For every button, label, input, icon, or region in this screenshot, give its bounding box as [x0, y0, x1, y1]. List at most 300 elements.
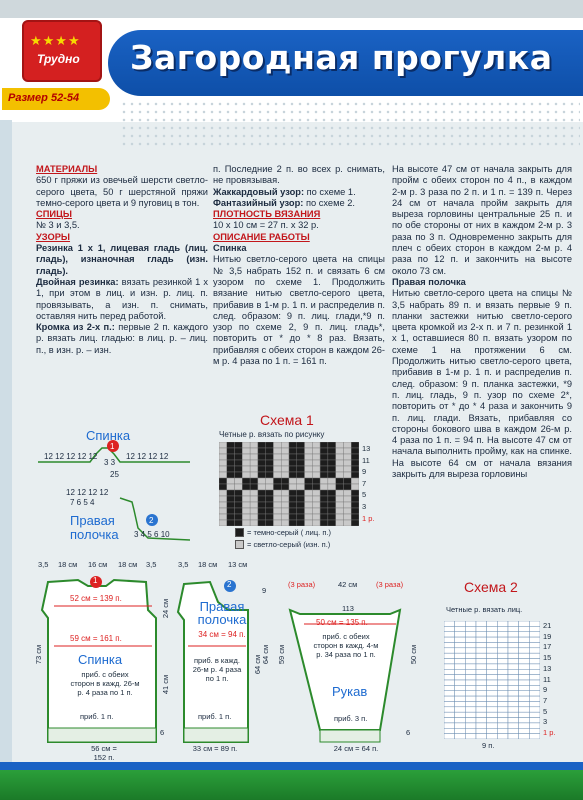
- scheme-1-cell: [351, 448, 359, 454]
- scheme-2-cell: [455, 701, 466, 706]
- scheme-2-cell: [508, 626, 519, 631]
- scheme-1-cell: [336, 442, 344, 448]
- scheme-2-cell: [444, 669, 455, 674]
- scheme-2-cell: [487, 626, 498, 631]
- scheme-2-cell: [519, 723, 530, 728]
- scheme-1-cell: [219, 442, 227, 448]
- scheme-1-cell: [289, 514, 297, 520]
- col1-text: МАТЕРИАЛЫ: [36, 164, 98, 174]
- scheme-1-cell: [235, 490, 243, 496]
- col2-lead: Фантазийный узор:: [213, 197, 304, 208]
- scheme-1-cell: [289, 478, 297, 484]
- scheme-2-cell: [519, 626, 530, 631]
- front-top-dim-3: 13 см: [228, 560, 248, 569]
- col1-paragraph: [36, 277, 208, 322]
- scheme-2-cell: [519, 664, 530, 669]
- sleeve-top-right: (3 раза): [376, 580, 404, 589]
- scheme-1-cell: [227, 454, 235, 460]
- scheme-2-cell: [444, 626, 455, 631]
- scheme-1-cell: [273, 460, 281, 466]
- scheme-1-cell: [297, 496, 305, 502]
- scheme-1-cell: [227, 448, 235, 454]
- col1-text: Резинка 1 х 1, лицевая гладь (лиц. гладь), изнаночная гладь (изн. гладь).: [36, 243, 208, 276]
- back-height-rib: 6: [160, 728, 165, 737]
- scheme-1-row-labels: [362, 443, 375, 524]
- scheme-1-title: Схема 1: [260, 412, 314, 428]
- scheme-1-cell: [328, 496, 336, 502]
- scheme-2-cell: [444, 723, 455, 728]
- sleeve-height: 59 см: [277, 644, 287, 665]
- scheme-1-cell: [219, 454, 227, 460]
- scheme-1-cell: [219, 502, 227, 508]
- scheme-2-cell: [508, 664, 519, 669]
- scheme-2-cell: [476, 669, 487, 674]
- neckline-back-sub: 3 3: [104, 458, 116, 467]
- scheme-1-cell: [312, 478, 320, 484]
- scheme-1-cell: [281, 472, 289, 478]
- text-column-1: [36, 164, 208, 356]
- scheme-2-cell: [465, 626, 476, 631]
- scheme-2-cell: [465, 723, 476, 728]
- scheme-1-cell: [328, 466, 336, 472]
- scheme-1-cell: [273, 484, 281, 490]
- col2-paragraph: [213, 243, 385, 254]
- scheme-2-cell: [529, 648, 540, 653]
- footer-bar: [0, 770, 583, 800]
- scheme-1-cell: [343, 454, 351, 460]
- scheme-2: [432, 575, 572, 755]
- scheme-2-row-label: 3: [543, 717, 548, 727]
- scheme-1-cell: [328, 502, 336, 508]
- scheme-2-cell: [508, 653, 519, 658]
- scheme-1-cell: [343, 466, 351, 472]
- scheme-1-cell: [235, 478, 243, 484]
- scheme-2-cell: [529, 632, 540, 637]
- scheme-1-cell: [351, 520, 359, 526]
- scheme-1-cell: [235, 454, 243, 460]
- scheme-2-cell: [465, 675, 476, 680]
- scheme-1-cell: [297, 490, 305, 496]
- legend-light: = светло-серый (изн. п.): [247, 540, 331, 549]
- scheme-2-row-label: 1 р.: [543, 728, 556, 738]
- scheme-2-cell: [508, 707, 519, 712]
- scheme-2-cell: [497, 637, 508, 642]
- scheme-1-cell: [219, 478, 227, 484]
- scheme-1-cell: [281, 502, 289, 508]
- scheme-1-cell: [312, 448, 320, 454]
- scheme-2-row-label: 5: [543, 706, 548, 716]
- scheme-1-cell: [336, 466, 344, 472]
- scheme-1-cell: [351, 490, 359, 496]
- col3-paragraph: [392, 164, 572, 277]
- scheme-1-cell: [235, 472, 243, 478]
- scheme-2-cell: [476, 712, 487, 717]
- scheme-2-cell: [444, 701, 455, 706]
- scheme-1-cell: [336, 508, 344, 514]
- scheme-1-cell: [219, 466, 227, 472]
- scheme-2-cell: [487, 669, 498, 674]
- scheme-1-cell: [273, 514, 281, 520]
- scheme-1-cell: [219, 496, 227, 502]
- col3-paragraph: [392, 288, 572, 480]
- scheme-1-cell: [266, 520, 274, 526]
- scheme-1-cell: [320, 514, 328, 520]
- scheme-1-cell: [305, 484, 313, 490]
- back-bottom-width: 56 см = 152 п.: [91, 744, 117, 762]
- scheme-1-cell: [289, 502, 297, 508]
- scheme-1-cell: [289, 490, 297, 496]
- scheme-1-cell: [320, 490, 328, 496]
- scheme-1-cell: [281, 490, 289, 496]
- scheme-2-cell: [465, 685, 476, 690]
- scheme-1-cell: [266, 448, 274, 454]
- scheme-2-cell: [497, 659, 508, 664]
- scheme-1-cell: [351, 502, 359, 508]
- back-height-total: 73 см: [34, 644, 44, 665]
- scheme-2-cell: [487, 734, 498, 739]
- scheme-1-cell: [250, 490, 258, 496]
- scheme-1-cell: [320, 508, 328, 514]
- scheme-2-cell: [465, 691, 476, 696]
- scheme-1-cell: [289, 466, 297, 472]
- scheme-1-cell: [312, 472, 320, 478]
- col1-paragraph: [36, 220, 208, 231]
- scheme-2-cell: [529, 734, 540, 739]
- scheme-1-row-label: 9: [362, 467, 367, 477]
- scheme-2-row-labels: [543, 621, 556, 739]
- col1-text: УЗОРЫ: [36, 231, 71, 242]
- col1-paragraph: [36, 322, 208, 356]
- scheme-1-cell: [250, 496, 258, 502]
- scheme-1-cell: [336, 478, 344, 484]
- scheme-1-cell: [336, 460, 344, 466]
- scheme-1-cell: [351, 478, 359, 484]
- scheme-2-grid: [444, 621, 540, 739]
- scheme-2-cell: [508, 648, 519, 653]
- scheme-1-cell: [320, 472, 328, 478]
- scheme-2-cell: [529, 723, 540, 728]
- col1-lead: Двойная резинка:: [36, 276, 119, 287]
- scheme-1-cell: [343, 472, 351, 478]
- front-top-dim-2: 18 см: [198, 560, 218, 569]
- col3-text: На высоте 47 см от начала закрыть для пройм с обеих сторон по 4 п., в каждом 2-м р. 3 раза по 2 п. и 1 п. = 139 п. Через 24 см от начала пройм закрыть для выреза горловины центральные 25 п. и по обе стороны от них в каждом 2-м р. 3 раза по 3 п. Одновременно закрыть для плеч с обеих сторон в каждом 2-м р. 4 раза по 12 п. и закончить на высоте около 73 см.: [392, 164, 572, 276]
- scheme-1-cell: [343, 496, 351, 502]
- scheme-2-cell: [529, 621, 540, 626]
- scheme-1-cell: [235, 460, 243, 466]
- scheme-2-cell: [487, 659, 498, 664]
- scheme-2-cell: [465, 734, 476, 739]
- scheme-2-cell: [455, 723, 466, 728]
- scheme-1-cell: [273, 442, 281, 448]
- scheme-1-cell: [235, 502, 243, 508]
- scheme-1-cell: [336, 520, 344, 526]
- scheme-1-cell: [281, 478, 289, 484]
- scheme-1-cell: [242, 514, 250, 520]
- sleeve-add-three: приб. 3 п.: [334, 714, 368, 723]
- scheme-1-cell: [273, 490, 281, 496]
- scheme-2-cell: [497, 691, 508, 696]
- scheme-2-cell: [497, 728, 508, 733]
- scheme-1-cell: [273, 466, 281, 472]
- scheme-2-cell: [497, 680, 508, 685]
- difficulty-stars: ★★★★: [30, 33, 81, 48]
- sleeve-bottom-width: 24 см = 64 п.: [333, 744, 379, 753]
- scheme-1-cell: [336, 514, 344, 520]
- scheme-2-cell: [455, 680, 466, 685]
- col1-paragraph: [36, 243, 208, 277]
- scheme-1-cell: [305, 466, 313, 472]
- col2-text: ОПИСАНИЕ РАБОТЫ: [213, 231, 310, 242]
- scheme-1-cell: [219, 472, 227, 478]
- scheme-2-cell: [444, 675, 455, 680]
- front-bottom-width: 33 см = 89 п.: [192, 744, 238, 753]
- scheme-2-cell: [476, 648, 487, 653]
- scheme-2-cell: [444, 685, 455, 690]
- page-title: Загородная прогулка: [130, 38, 553, 77]
- scheme-2-cell: [497, 696, 508, 701]
- scheme-1-cell: [266, 496, 274, 502]
- scheme-1-cell: [281, 442, 289, 448]
- scheme-2-cell: [455, 734, 466, 739]
- scheme-2-cell: [465, 659, 476, 664]
- scheme-2-cell: [497, 675, 508, 680]
- col1-text: СПИЦЫ: [36, 209, 72, 220]
- scheme-2-cell: [487, 632, 498, 637]
- scheme-1-cell: [242, 508, 250, 514]
- scheme-2-cell: [529, 680, 540, 685]
- scheme-2-cell: [519, 696, 530, 701]
- back-top-dim-4: 18 см: [118, 560, 138, 569]
- col3-text: Нитью светло-серого цвета на спицы № 3,5 набрать 89 п. и вязать первые 9 п. планки застежки нитью светло-серого цвета кромкой из 2-х п. и 7 п. резинкой 1 х 1, оставшиеся 80 п. вязать узором по схеме 1 на протяжении 6 см. Продолжить нитью светло-серого цвета, прибавив в 1-м р. 1 п. и распределив п. след. образом: 9 п. планка застежки, *9 п. лиц. гладь, 9 п. узор по схеме 2*, повторить от * до * 4 раза и закончить 9 п. лиц. глади. Вязать, прибавляя со стороны бокового шва в каждом 26-м р. 4 раза по 1 п. = 94 п. На высоте 47 см от начала выполнить пройму, как на спинке. На высоте 64 см от начала вязания закрыть для выреза горловины: [392, 288, 572, 480]
- size-tag: Размер 52-54: [2, 88, 110, 110]
- scheme-1-cell: [328, 508, 336, 514]
- scheme-1-cell: [227, 442, 235, 448]
- scheme-2-cell: [497, 712, 508, 717]
- scheme-1-cell: [273, 520, 281, 526]
- scheme-2-cell: [508, 701, 519, 706]
- scheme-1-cell: [258, 478, 266, 484]
- scheme-2-cell: [487, 637, 498, 642]
- scheme-2-cell: [519, 621, 530, 626]
- scheme-1-cell: [219, 514, 227, 520]
- scheme-1-cell: [312, 508, 320, 514]
- scheme-1-cell: [320, 460, 328, 466]
- scheme-1-cell: [305, 472, 313, 478]
- scheme-2-cell: [465, 718, 476, 723]
- scheme-1-cell: [312, 460, 320, 466]
- scheme-2-cell: [497, 632, 508, 637]
- scheme-2-cell: [455, 648, 466, 653]
- scheme-1-cell: [297, 502, 305, 508]
- scheme-2-cell: [455, 696, 466, 701]
- scheme-1-cell: [336, 454, 344, 460]
- scheme-1-cell: [250, 448, 258, 454]
- scheme-2-cell: [444, 648, 455, 653]
- scheme-1-cell: [273, 478, 281, 484]
- scheme-2-cell: [476, 685, 487, 690]
- scheme-2-cell: [455, 669, 466, 674]
- scheme-1-cell: [242, 466, 250, 472]
- scheme-1-cell: [305, 514, 313, 520]
- col2-paragraph: [213, 220, 385, 231]
- scheme-1-cell: [250, 520, 258, 526]
- scheme-2-cell: [497, 723, 508, 728]
- scheme-1-cell: [266, 442, 274, 448]
- scheme-1-cell: [250, 460, 258, 466]
- scheme-1-cell: [305, 502, 313, 508]
- scheme-1-cell: [250, 466, 258, 472]
- scheme-2-cell: [465, 632, 476, 637]
- scheme-2-cell: [465, 621, 476, 626]
- scheme-2-cell: [508, 696, 519, 701]
- scheme-1-cell: [242, 442, 250, 448]
- back-note: приб. с обеих сторон в кажд. 26-м р. 4 раза по 1 п.: [70, 670, 140, 697]
- scheme-1-cell: [258, 502, 266, 508]
- scheme-2-cell: [487, 701, 498, 706]
- scheme-2-cell: [529, 675, 540, 680]
- scheme-2-note: Четные р. вязать лиц.: [446, 605, 523, 614]
- scheme-1-cell: [297, 448, 305, 454]
- scheme-2-cell: [497, 642, 508, 647]
- scheme-2-cell: [519, 637, 530, 642]
- scheme-2-cell: [519, 680, 530, 685]
- scheme-2-cell: [455, 621, 466, 626]
- scheme-1-cell: [320, 478, 328, 484]
- col2-text: ПЛОТНОСТЬ ВЯЗАНИЯ: [213, 209, 321, 220]
- scheme-1-cell: [242, 502, 250, 508]
- scheme-2-cell: [508, 691, 519, 696]
- footer-stripe: [0, 762, 583, 770]
- scheme-2-cell: [508, 734, 519, 739]
- scheme-2-cell: [444, 621, 455, 626]
- scheme-1-cell: [343, 502, 351, 508]
- scheme-1-cell: [297, 466, 305, 472]
- scheme-1-cell: [328, 514, 336, 520]
- scheme-2-cell: [519, 642, 530, 647]
- scheme-2-cell: [455, 728, 466, 733]
- scheme-2-row-label: 19: [543, 631, 552, 641]
- sleeve-width-mid: 50 см = 135 п.: [316, 618, 368, 627]
- scheme-2-cell: [508, 723, 519, 728]
- scheme-2-cell: [476, 626, 487, 631]
- scheme-2-cell: [455, 707, 466, 712]
- scheme-1-cell: [289, 472, 297, 478]
- scheme-1-cell: [250, 502, 258, 508]
- scheme-1-cell: [258, 496, 266, 502]
- col1-text: 650 г пряжи из овечьей шерсти светло-серого цвета, 50 г шерстяной пряжи темно-серого цвета и 9 пуговиц в тон.: [36, 175, 208, 208]
- col2-text: по схеме 2.: [303, 197, 355, 208]
- scheme-1-cell: [289, 454, 297, 460]
- scheme-1-cell: [328, 448, 336, 454]
- scheme-2-cell: [455, 664, 466, 669]
- scheme-2-title: Схема 2: [464, 579, 518, 595]
- scheme-1-cell: [297, 520, 305, 526]
- scheme-2-cell: [487, 718, 498, 723]
- scheme-2-cell: [455, 626, 466, 631]
- scheme-2-cell: [519, 707, 530, 712]
- front-top-dim-1: 3,5: [178, 560, 189, 569]
- back-top-dim-5: 3,5: [146, 560, 157, 569]
- neckline-back-label: Спинка: [86, 428, 131, 443]
- scheme-1-cell: [235, 466, 243, 472]
- scheme-2-cell: [529, 664, 540, 669]
- scheme-2-cell: [476, 718, 487, 723]
- scheme-2-cell: [508, 642, 519, 647]
- scheme-2-cell: [497, 648, 508, 653]
- scheme-1-cell: [281, 514, 289, 520]
- scheme-1-cell: [305, 508, 313, 514]
- scheme-1-cell: [312, 502, 320, 508]
- sleeve-height-total: 64 см: [261, 644, 271, 665]
- neckline-front-label: Правая полочка: [70, 513, 119, 542]
- left-border: [0, 120, 12, 770]
- neckline-back-25: 25: [110, 470, 119, 479]
- scheme-2-row-label: 11: [543, 674, 551, 684]
- scheme-1-cell: [297, 514, 305, 520]
- scheme-1-cell: [297, 508, 305, 514]
- scheme-1-cell: [297, 484, 305, 490]
- sleeve-note: приб. с обеих сторон в кажд. 4-м р. 34 раза по 1 п.: [313, 632, 379, 659]
- scheme-2-row-label: 17: [543, 642, 552, 652]
- scheme-1-cell: [320, 496, 328, 502]
- col2-text: Нитью светло-серого цвета на спицы № 3,5 набрать 152 п. и связать 6 см узором по схеме 1. Продолжить вязание нитью светло-серого цвета, прибавив в 1-м р. 1 п. и распределив п. след. образом: 9 п. лиц. глади,*9 п. узор по схеме 2, 9 п. лиц. гладь*, повторить от * до * 8 раз. Вязать, прибавляя с обеих сторон в каждом 26-м р. 4 раза по 1 п. = 161 п.: [213, 254, 385, 367]
- neckline-back-numbers-left: 12 12 12 12 12: [44, 452, 98, 461]
- scheme-2-cell: [508, 632, 519, 637]
- scheme-1-cell: [305, 520, 313, 526]
- scheme-1-cell: [320, 520, 328, 526]
- scheme-1-cell: [227, 502, 235, 508]
- col2-paragraph: [213, 187, 385, 198]
- scheme-1-cell: [343, 448, 351, 454]
- scheme-1-cell: [250, 442, 258, 448]
- scheme-1-cell: [219, 448, 227, 454]
- neckline-front-top: 12 12 12 12: [66, 488, 109, 497]
- scheme-1-cell: [273, 496, 281, 502]
- neckline-front-row: 7 6 5 4: [70, 498, 95, 507]
- neckline-diagram: [30, 410, 210, 550]
- scheme-1-cell: [289, 508, 297, 514]
- scheme-1-cell: [227, 484, 235, 490]
- scheme-1-cell: [242, 478, 250, 484]
- col1-text: № 3 и 3,5.: [36, 220, 80, 231]
- scheme-1-cell: [305, 490, 313, 496]
- scheme-2-cell: [529, 696, 540, 701]
- scheme-2-cell: [508, 669, 519, 674]
- scheme-2-cell: [476, 664, 487, 669]
- scheme-2-cell: [497, 718, 508, 723]
- scheme-2-cell: [444, 728, 455, 733]
- scheme-2-cell: [497, 734, 508, 739]
- scheme-1-cell: [266, 460, 274, 466]
- scheme-1-cell: [258, 490, 266, 496]
- scheme-1-cell: [320, 448, 328, 454]
- scheme-2-cell: [444, 680, 455, 685]
- scheme-2-cell: [519, 728, 530, 733]
- scheme-1-cell: [235, 520, 243, 526]
- scheme-1-cell: [258, 448, 266, 454]
- scheme-2-cell: [508, 659, 519, 664]
- col2-text: по схеме 1.: [304, 186, 356, 197]
- scheme-1-cell: [312, 466, 320, 472]
- scheme-2-cell: [508, 680, 519, 685]
- scheme-1-cell: [227, 490, 235, 496]
- scheme-1: [215, 410, 385, 550]
- sleeve-top-stitches: 113: [342, 604, 354, 613]
- scheme-1-cell: [266, 508, 274, 514]
- scheme-2-cell: [529, 626, 540, 631]
- scheme-2-cell: [497, 669, 508, 674]
- scheme-1-cell: [305, 478, 313, 484]
